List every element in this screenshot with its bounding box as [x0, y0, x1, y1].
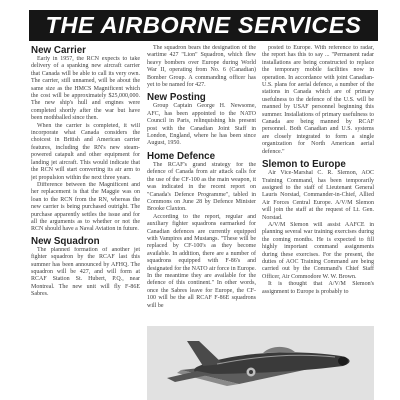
jet-aircraft-photo: [147, 326, 374, 400]
paragraph: Group Captain George H. Newsome, AFC, has been appointed to the NATO Council in Paris, relinquishing his present post with the Canadian Joint Staff in London, England, where he has been since August, 1950.: [147, 103, 256, 147]
heading-new-squadron: New Squadron: [31, 235, 100, 247]
column-middle: [147, 45, 256, 310]
paragraph: The squadron bears the designation of the wartime 427 "Lion" Squadron, which flew heavy bombers over Europe during World War II, operating from No. 6 (Canadian) Bomber Group. A commanding officer has yet to be named for 427.: [147, 45, 256, 89]
column-right: [262, 45, 374, 296]
heading-new-carrier: New Carrier: [31, 45, 86, 56]
heading-home-defence: Home Defence: [147, 150, 216, 162]
section-masthead: THE AIRBORNE SERVICES: [29, 10, 378, 41]
paragraph: A/V/M Slemon will assist AAFCE in planning several war training exercises during the coming months. He is expected to fill highly important command assignments during these exercises. For the present, the duties of AOC Training Command are being carried out by the Command's Chief Staff Officer, Air Commodore W. W. Brown.: [262, 221, 374, 280]
column-left: [31, 45, 140, 299]
paragraph: It is thought that A/V/M Slemon's assignment to Europe is probably to: [262, 281, 374, 295]
heading-new-posting: New Posting: [147, 92, 206, 104]
paragraph: Difference between the Magnificent and her replacement is that the Maggie was on loan to the RCN from the RN, whereas the new carrier is being purchased outright. The purchase apparently settles the issue and for all the arguments as to whether or not the RCN should have a Naval Aviation in future.: [31, 181, 140, 233]
heading-slemon-to-europe: Slemon to Europe: [262, 159, 346, 171]
paragraph: The planned formation of another jet fighter squadron by the RCAF last this summer has been announced by AFHQ. The squadron will be 427, and will form at RCAF Station St. Hubert, P.Q., near Montreal. The new unit will fly F-86E Sabres.: [31, 246, 140, 298]
paragraph: Early in 1957, the RCN expects to take delivery of a spanking new aircraft carrier that Canada will be able to call its very own. The carrier, still unnamed, will be about the same size as the HMCS Magnificent which the cost will be approximately $25,000,000. The new ship's hull and engines were completed shortly after the war but have been mothballed since then.: [31, 56, 140, 122]
paragraph: When the carrier is completed, it will incorporate what Canada considers the choicest in British and American carrier features, including the RN's new steam-powered catapult and other equipment for landing jet aircraft. This would indicate that the RCN will start converting its air arm to jet propulsion within the next three years.: [31, 122, 140, 181]
paragraph: According to the report, regular and auxiliary fighter squadrons earmarked for Canadian defences are currently equipped with Vampires and Mustangs. "These will be replaced by CF-100's as they become available. In addition, there are a number of squadrons equipped with F-86's and designated for the NATO air force in Europe. In the meantime they are available for the defence of this continent." In other words, once the Sabres leave for Europe, the CF-100 will be the all RCAF F-86E squadrons will be: [147, 213, 256, 309]
paragraph: The RCAF's grand strategy for the defence of Canada from air attack calls for the use of the CF-100 as the main weapon, it was indicated in the recent report on "Canada's Defence Programme", tabled in Commons on June 28 by Defence Minister Brooke Claxton.: [147, 161, 256, 213]
paragraph: posted to Europe. With reference to radar, the report has this to say ... "Permanent radar installations are being constructed to replace the temporary mobile facilities now in operation. In accordance with joint Canadian-U.S. plans for aerial defence, a number of the stations in Canada which are of primary usefulness to the defence of the U.S. will be manned by USAF personnel beginning this summer. Installations of primary usefulness to Canada are being manned by RCAF personnel. Both Canadian and U.S. systems are closely integrated to form a single organization for North American aerial defence.": [262, 45, 374, 155]
paragraph: Air Vice-Marshal C. R. Slemon, AOC Training Command, has been temporarily assigned to the staff of Lieutenant General Lauris Norstad, Commander-in-Chief, Allied Air Forces Central Europe. A/V/M Slemon will join the staff at the request of Lt. Gen. Norstad.: [262, 170, 374, 221]
jet-aircraft-icon: [147, 326, 374, 400]
